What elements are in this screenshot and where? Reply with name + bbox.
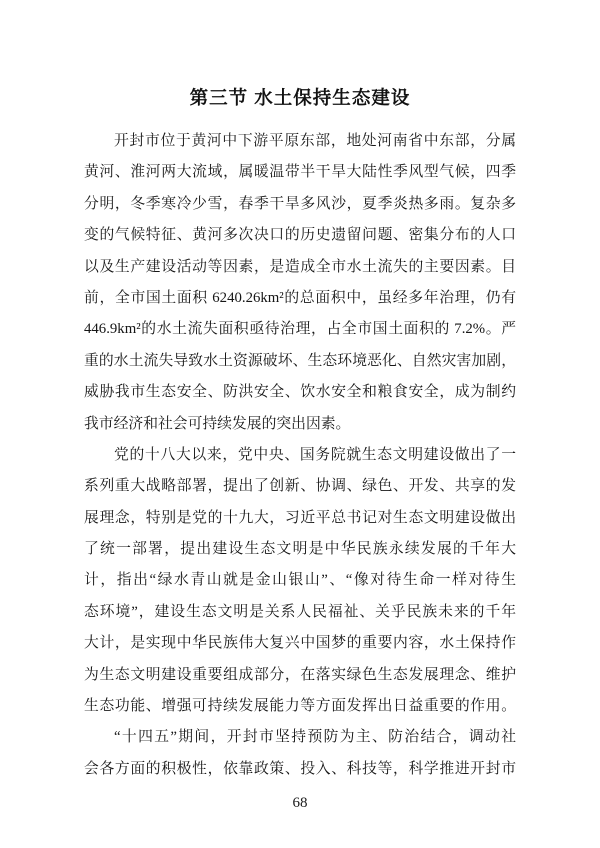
body-text <box>84 126 516 785</box>
text-line: 态环境”，建设生态文明是关系人民福祉、关乎民族未来的千年 <box>84 603 516 620</box>
text-line: 大计，是实现中华民族伟大复兴中国梦的重要内容，水土保持作 <box>84 635 516 652</box>
text-line: 了统一部署，提出建设生态文明是中华民族永续发展的千年大 <box>84 541 516 558</box>
text-line: 系列重大战略部署，提出了创新、协调、绿色、开发、共享的发 <box>84 478 516 495</box>
text-line: 前，全市国土面积 6240.26km²的总面积中，虽经多年治理，仍有 <box>84 289 516 306</box>
section-title: 第三节 水土保持生态建设 <box>189 87 411 108</box>
text-line: 威胁我市生态安全、防洪安全、饮水安全和粮食安全，成为制约 <box>84 384 516 401</box>
text-line: 以及生产建设活动等因素，是造成全市水土流失的主要因素。目 <box>84 258 516 275</box>
text-line: 展理念，特别是党的十九大，习近平总书记对生态文明建设做出 <box>84 509 516 526</box>
text-line: 计，指出“绿水青山就是金山银山”、“像对待生命一样对待生 <box>84 572 516 589</box>
text-line: 为生态文明建设重要组成部分，在落实绿色生态发展理念、维护 <box>84 666 516 683</box>
text-line: 我市经济和社会可持续发展的突出因素。 <box>84 415 351 432</box>
text-line: 党的十八大以来，党中央、国务院就生态文明建设做出了一 <box>114 446 516 463</box>
text-line: 会各方面的积极性，依靠政策、投入、科技等，科学推进开封市 <box>84 760 516 777</box>
text-line: “十四五”期间，开封市坚持预防为主、防治结合，调动社 <box>114 729 516 746</box>
text-line: 446.9km²的水土流失面积亟待治理，占全市国土面积的 7.2%。严 <box>84 321 516 338</box>
text-line: 黄河、淮河两大流域，属暖温带半干旱大陆性季风型气候，四季 <box>84 164 516 181</box>
text-line: 生态功能、增强可持续发展能力等方面发挥出日益重要的作用。 <box>84 698 516 715</box>
page-number: 68 <box>292 795 308 811</box>
text-line: 重的水土流失导致水土资源破坏、生态环境恶化、自然灾害加剧， <box>84 352 516 369</box>
text-line: 分明，冬季寒冷少雪，春季干旱多风沙，夏季炎热多雨。复杂多 <box>84 195 516 212</box>
text-line: 变的气候特征、黄河多次决口的历史遗留问题、密集分布的人口 <box>84 227 516 244</box>
text-line: 开封市位于黄河中下游平原东部，地处河南省中东部，分属 <box>114 133 516 149</box>
